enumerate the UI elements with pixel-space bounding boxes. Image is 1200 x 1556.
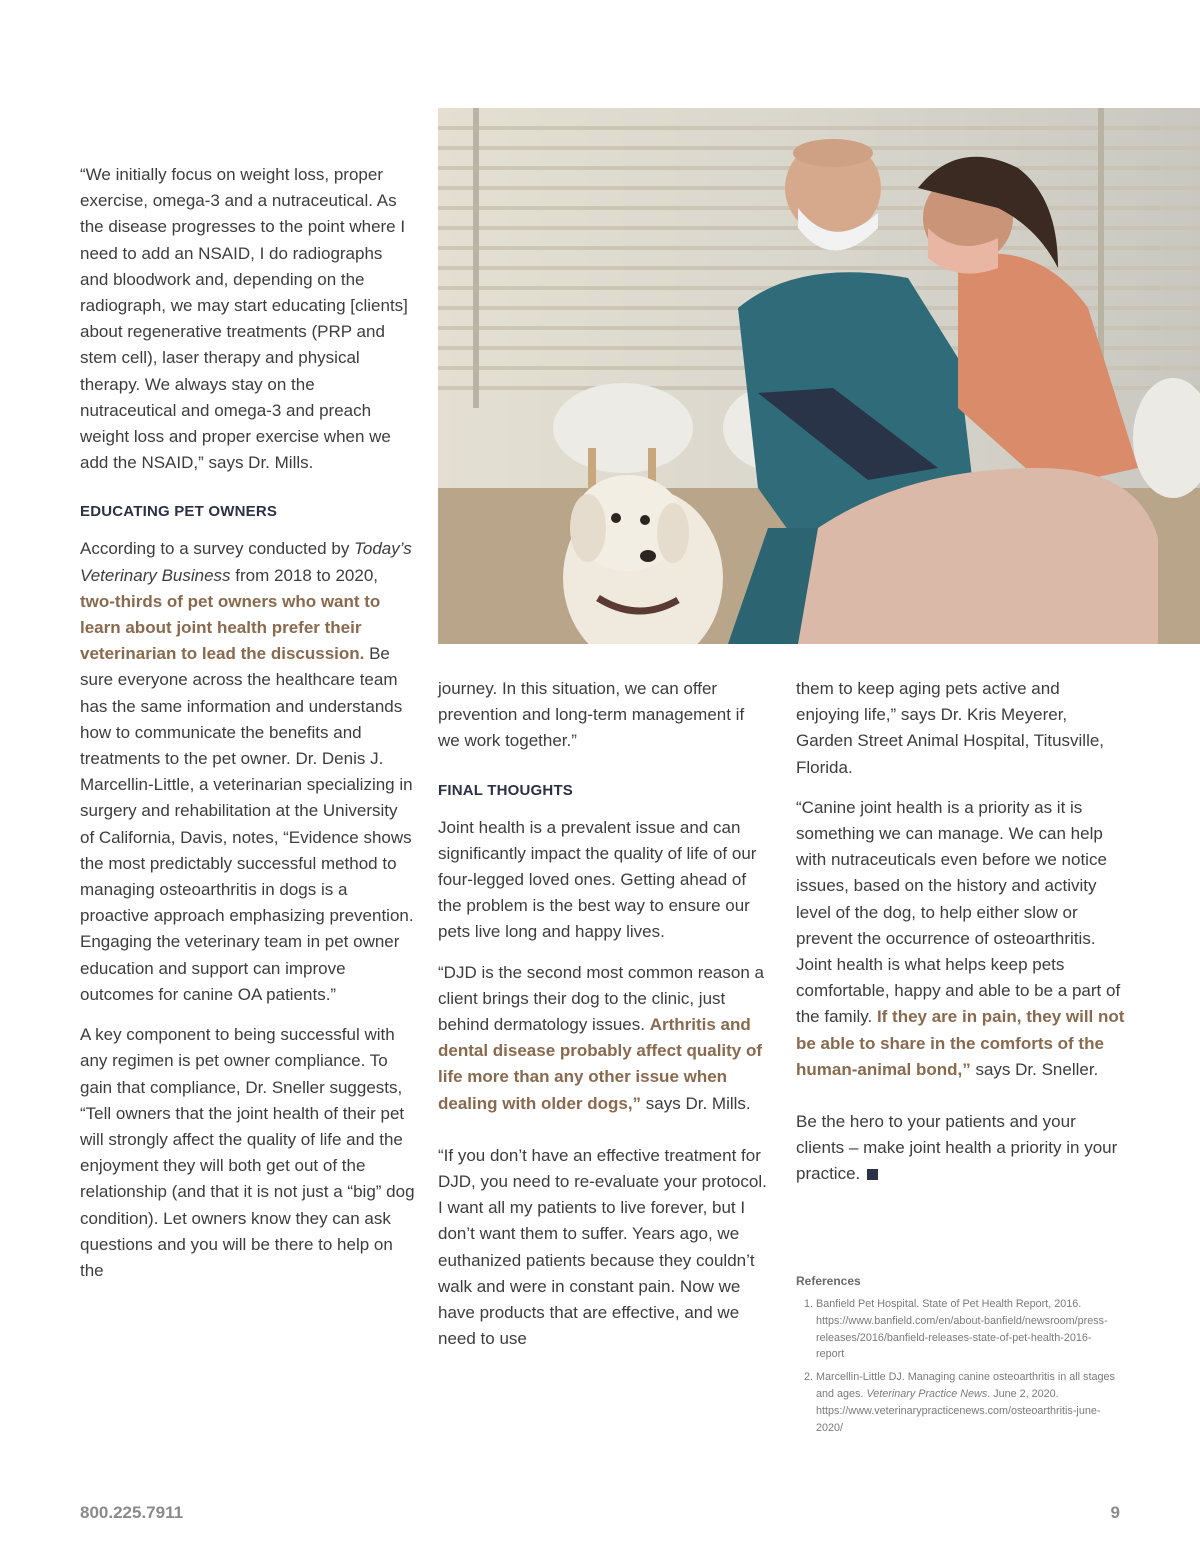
compliance-paragraph: A key component to being successful with any regimen is pet owner compliance. To gain that compliance, Dr. Sneller suggests, “Tell owners that the joint health of their pet will strongly affect the quality of life and the enjoyment they will both get out of the relationship (and that it is not just a “big” dog condition). Let owners know they can ask questions and you will be there to help on the [80, 1025, 415, 1280]
djd-paragraph: “DJD is the second most common reason a client brings their dog to the clinic, just behind dermatology issues. Arthritis and dental disease probably affect quality of life more than any other issue when dealing with older dogs,” says Dr. Mills. [438, 962, 764, 1113]
column-middle [438, 676, 768, 1366]
references-block [796, 1274, 1116, 1442]
closing-paragraph: Be the hero to your patients and your clients – make joint health a priority in your practice. [796, 1112, 1118, 1184]
vet-clinic-photo [438, 108, 1200, 644]
references-title: References [796, 1274, 861, 1288]
reference-item: 2. Marcellin-Little DJ. Managing canine osteoarthritis in all stages and ages. Veterinary Practice News. June 2, 2020. https://www.veterinarypracticenews.com/osteoarthritis-june-2020/ [816, 1369, 1116, 1436]
publication-title: Today’s Veterinary Business [80, 539, 412, 585]
column-left [80, 162, 415, 1298]
joint-health-paragraph: Joint health is a prevalent issue and can significantly impact the quality of life of our four-legged loved ones. Getting ahead of the problem is the best way to ensure our pets live long and happy lives. [438, 817, 757, 942]
mills-quote-paragraph: “We initially focus on weight loss, proper exercise, omega-3 and a nutraceutical. As the disease progresses to the point where I need to add an NSAID, I do radiographs and bloodwork and, depending on the radiograph, we may start educating [clients] about regenerative treatments (PRP and stem cell), laser therapy and physical therapy. We always stay on the nutraceutical and omega-3 and preach weight loss and proper exercise when we add the NSAID,” says Dr. Mills. [80, 165, 408, 473]
footer-phone: 800.225.7911 [80, 1503, 184, 1522]
end-mark-icon [867, 1169, 878, 1180]
section-heading-educating: EDUCATING PET OWNERS [80, 503, 278, 521]
survey-paragraph: According to a survey conducted by Today’s Veterinary Business from 2018 to 2020, two-thirds of pet owners who want to learn about joint health prefer their veterinarian to lead the discussion. Be sure everyone across the healthcare team has the same information and understands how to communicate the benefits and treatments to the pet owner. Dr. Denis J. Marcellin-Little, a veterinarian specializing in surgery and rehabilitation at the University of California, Davis, notes, “Evidence shows the most predictably successful method to managing osteoarthritis in dogs is a proactive approach emphasizing prevention. Engaging the veterinary team in pet owner education and support can improve outcomes for canine OA patients.” [80, 539, 414, 1004]
highlight-survey: two-thirds of pet owners who want to learn about joint health prefer their veterinarian to lead the discussion. [80, 591, 381, 664]
treatment-paragraph: “If you don’t have an effective treatment for DJD, you need to re-evaluate your protocol. I want all my patients to live forever, but I don’t want them to suffer. Years ago, we euthanized patients because they couldn’t walk and were in constant pain. Now we have products that are effective, and we need to use [438, 1145, 767, 1349]
page-number: 9 [1110, 1503, 1120, 1522]
highlight-pain: If they are in pain, they will not be able to share in the comforts of the human-animal bond,” [796, 1007, 1125, 1079]
reference-item: 1. Banfield Pet Hospital. State of Pet Health Report, 2016. https://www.banfield.com/en/about-banfield/newsroom/press-releases/2016/banfield-releases-state-of-pet-health-2016-report [816, 1296, 1116, 1363]
highlight-arthritis: Arthritis and dental disease probably affect quality of life more than any other issue when dealing with older dogs,” [438, 1015, 763, 1113]
column-right [796, 676, 1126, 1202]
journey-paragraph: journey. In this situation, we can offer prevention and long-term management if we work together.” [438, 679, 745, 751]
sneller-paragraph: “Canine joint health is a priority as it is something we can manage. We can help with nutraceuticals even before we notice issues, based on the history and activity level of the dog, to help either slow or prevent the occurrence of osteoarthritis. Joint health is what helps keep pets comfortable, happy and able to be a part of the family. If they are in pain, they will not be able to share in the comforts of the human-animal bond,” says Dr. Sneller. [796, 797, 1125, 1079]
section-heading-final-thoughts: FINAL THOUGHTS [438, 781, 574, 799]
meyerer-paragraph: them to keep aging pets active and enjoying life,” says Dr. Kris Meyerer, Garden Street Animal Hospital, Titusville, Florida. [796, 679, 1105, 777]
vet-dog-owner-illustration [438, 108, 1200, 644]
references-list [796, 1296, 1116, 1436]
